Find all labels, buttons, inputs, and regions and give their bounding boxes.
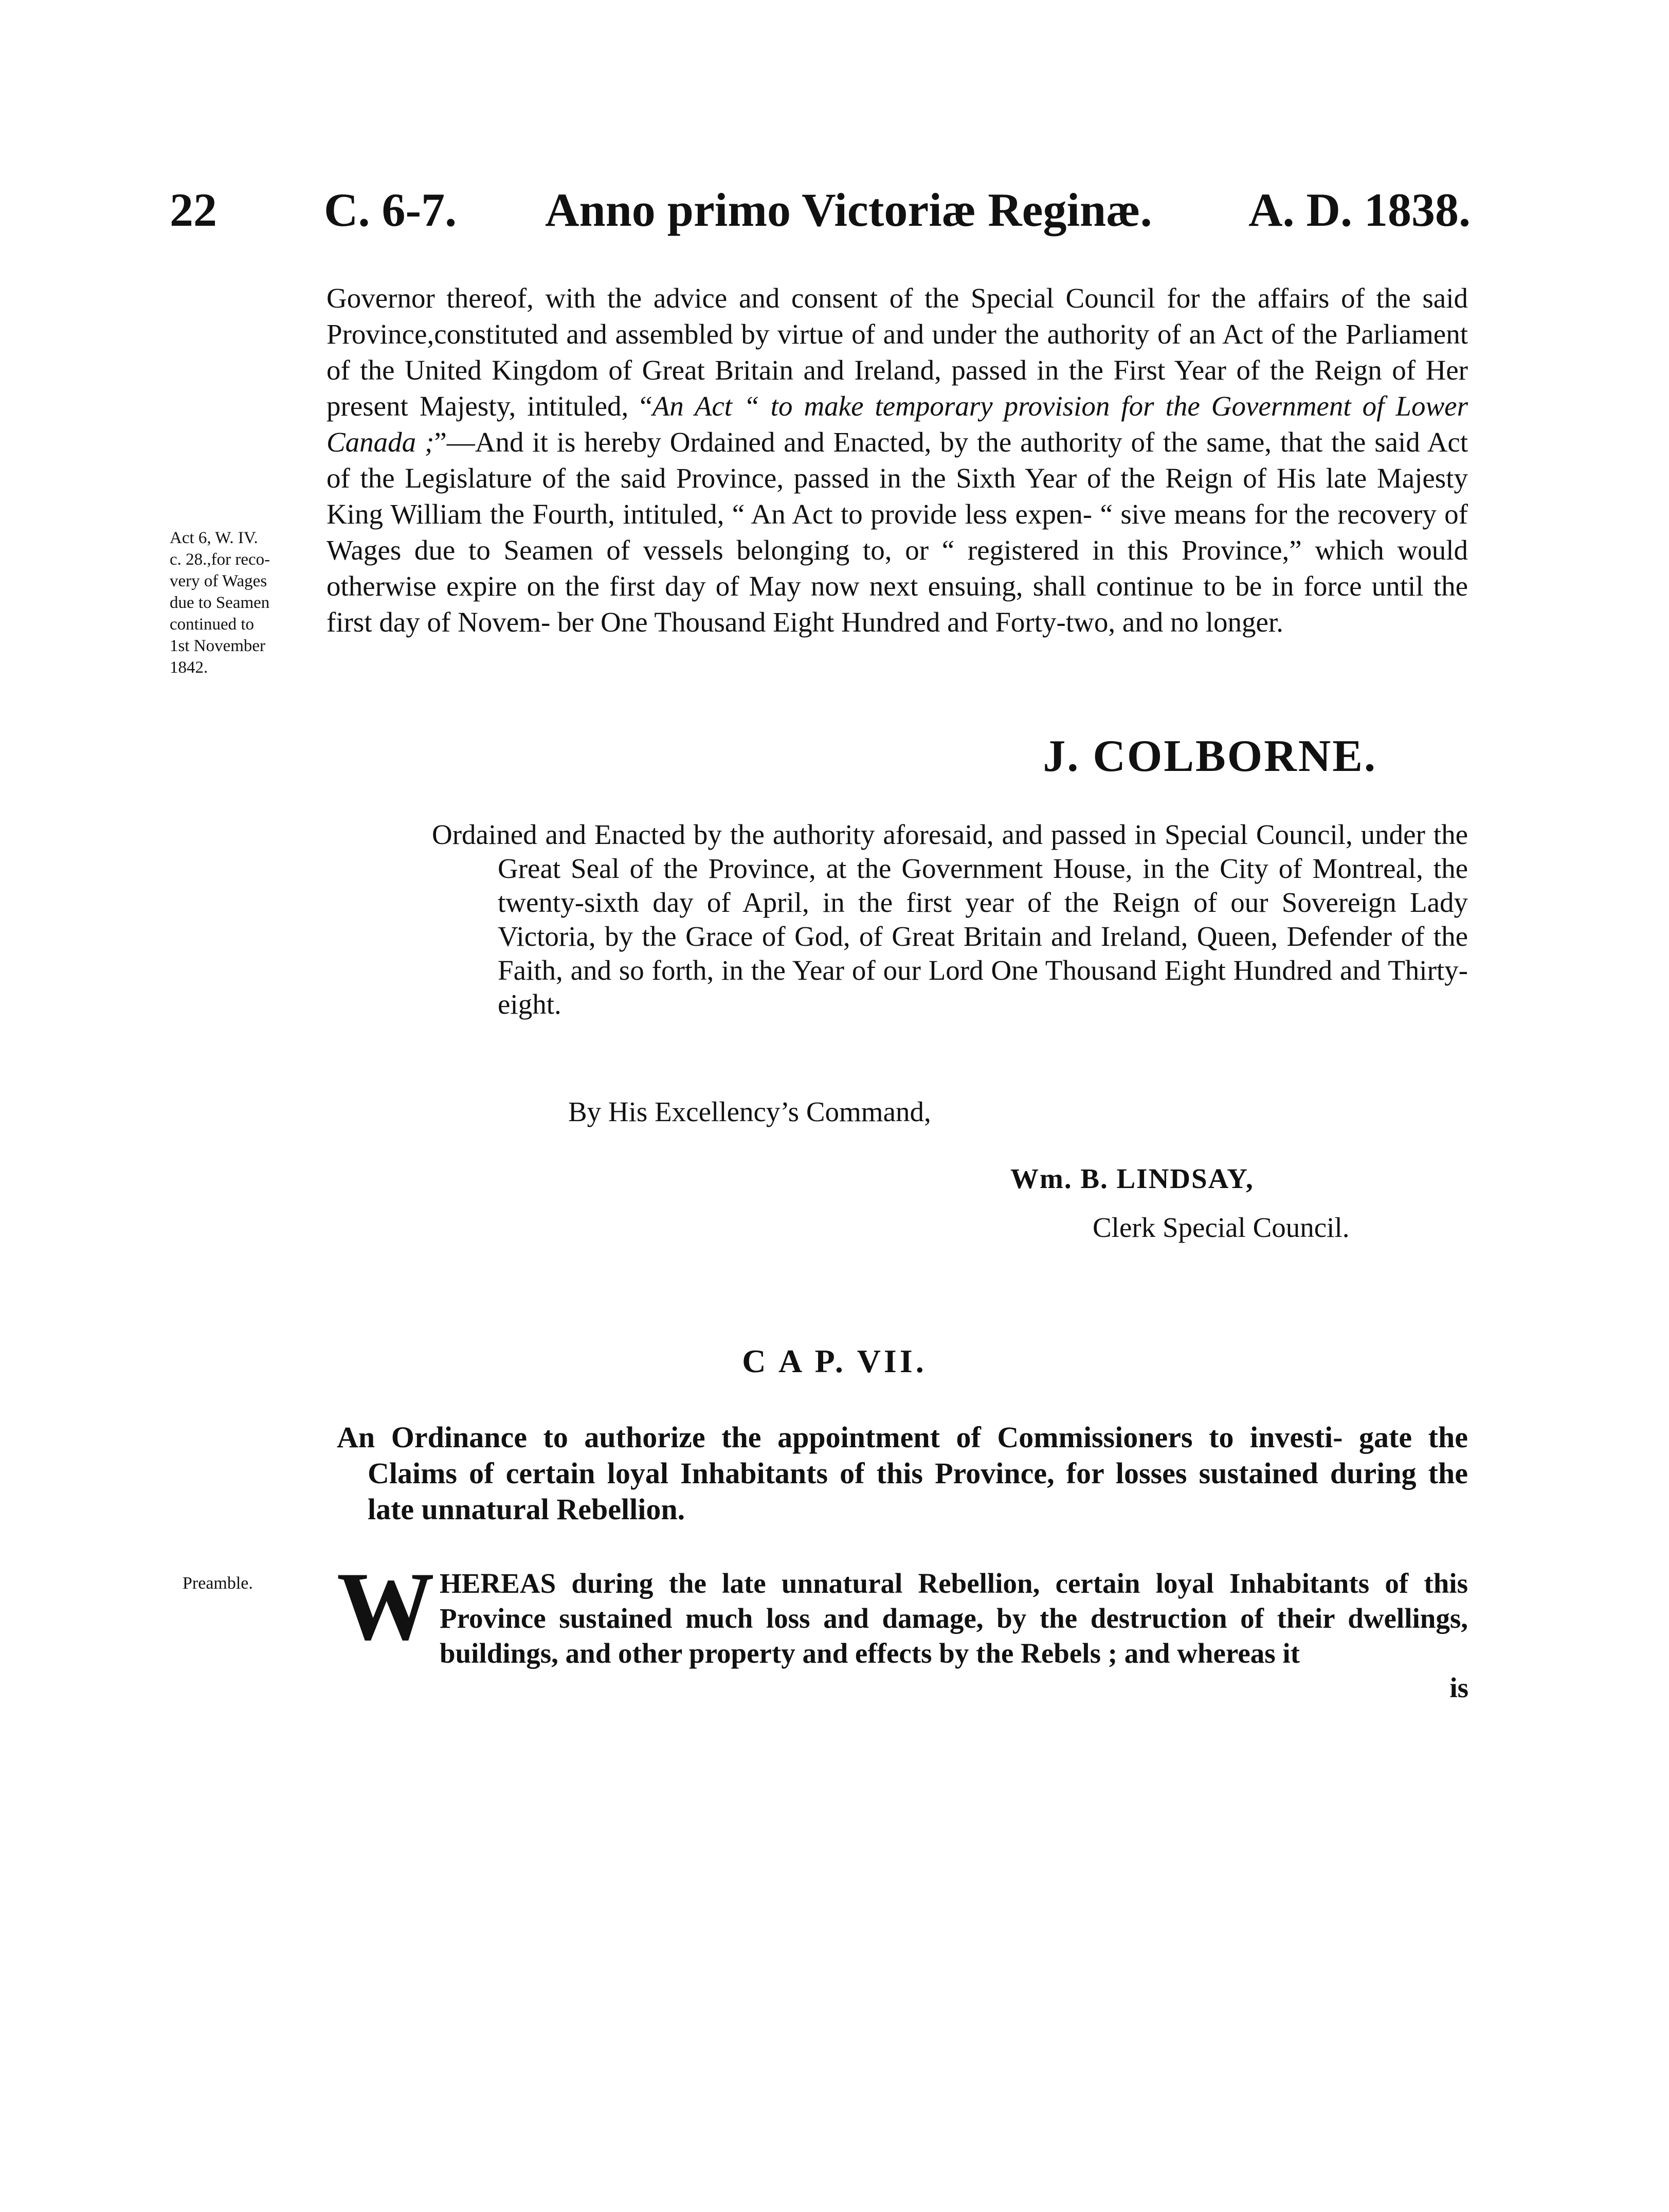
running-title: Anno primo Victoriæ Reginæ. <box>545 184 1152 236</box>
margin-note-line: Act 6, W. IV. <box>170 529 258 547</box>
drop-cap: W <box>337 1553 434 1661</box>
command-line: By His Excellency’s Command, <box>568 1096 931 1127</box>
chapter-heading: C A P. VII. <box>742 1343 927 1379</box>
paragraph-text-b: ”—And it is hereby Ordained and Enacted, by the authority of the same, that the said Act of the Legislature of the said Province, passed in the Sixth Year of the Reign of His late Majesty King William the Fourth, intituled, “ An Act to provide less expen- “ sive means for the recovery of Wages due to Seamen of vessels belonging to, or “ registered in this Province,” which would otherwise expire on the first day of May now next ensuing, shall continue to be in force until the first day of Novem- ber One Thousand Eight Hundred and Forty-two, and no longer. <box>326 426 1468 638</box>
margin-note-act <box>170 527 319 678</box>
margin-note-preamble: Preamble. <box>183 1574 253 1593</box>
paragraph-text-a: Governor thereof, with the advice and consent of the Special Council for the affairs of the said Province,constituted and assembled by virtue of and under the authority of an Act of the Parliament of the United Kingdom of Great Britain and Ireland, passed in the First Year of the Reign of Her present Majesty, intituled, “ <box>326 282 1468 422</box>
margin-note-line: due to Seamen <box>170 594 270 612</box>
enactment-clause: Ordained and Enacted by the authority aforesaid, and passed in Special Council, under the Great Seal of the Province, at the Government House, in the City of Montreal, the twenty-sixth day of April, in the first year of the Reign of our Sovereign Lady Victoria, by the Grace of God, of Great Britain and Ireland, Queen, Defender of the Faith, and so forth, in the Year of our Lord One Thousand Eight Hundred and Thirty-eight. <box>432 819 1468 1020</box>
margin-note-line: continued to <box>170 615 255 634</box>
preamble-text: HEREAS during the late unnatural Rebellion, certain loyal Inhabitants of this Province sustained much loss and damage, by the destruction of their dwellings, buildings, and other property and effects by the Rebels ; and whereas it <box>440 1568 1468 1669</box>
running-head <box>170 183 1471 244</box>
governor-signature: J. COLBORNE. <box>1043 731 1377 781</box>
page-number: 22 <box>170 184 217 236</box>
act-title-italic: An Act “ to make temporary provision for the Government of Lower Canada ; <box>326 390 1468 458</box>
clerk-title: Clerk Special Council. <box>1093 1212 1350 1243</box>
preamble-paragraph <box>337 1553 1468 1671</box>
margin-note-line: 1st November <box>170 637 266 655</box>
margin-note-line: very of Wages <box>170 572 267 590</box>
catchword: is <box>1449 1672 1468 1703</box>
enacting-paragraph <box>326 280 1468 640</box>
margin-note-line: 1842. <box>170 658 208 677</box>
chapter-reference: C. 6-7. <box>324 184 457 236</box>
year-reference: A. D. 1838. <box>1248 184 1471 236</box>
ordinance-title: An Ordinance to authorize the appointment of Commissioners to investi- gate the Claims of certain loyal Inhabitants of this Province, for losses sustained during the late unnatural Rebellion. <box>337 1420 1468 1526</box>
clerk-name: Wm. B. LINDSAY, <box>1010 1163 1254 1194</box>
margin-note-line: c. 28.,for reco- <box>170 550 270 569</box>
